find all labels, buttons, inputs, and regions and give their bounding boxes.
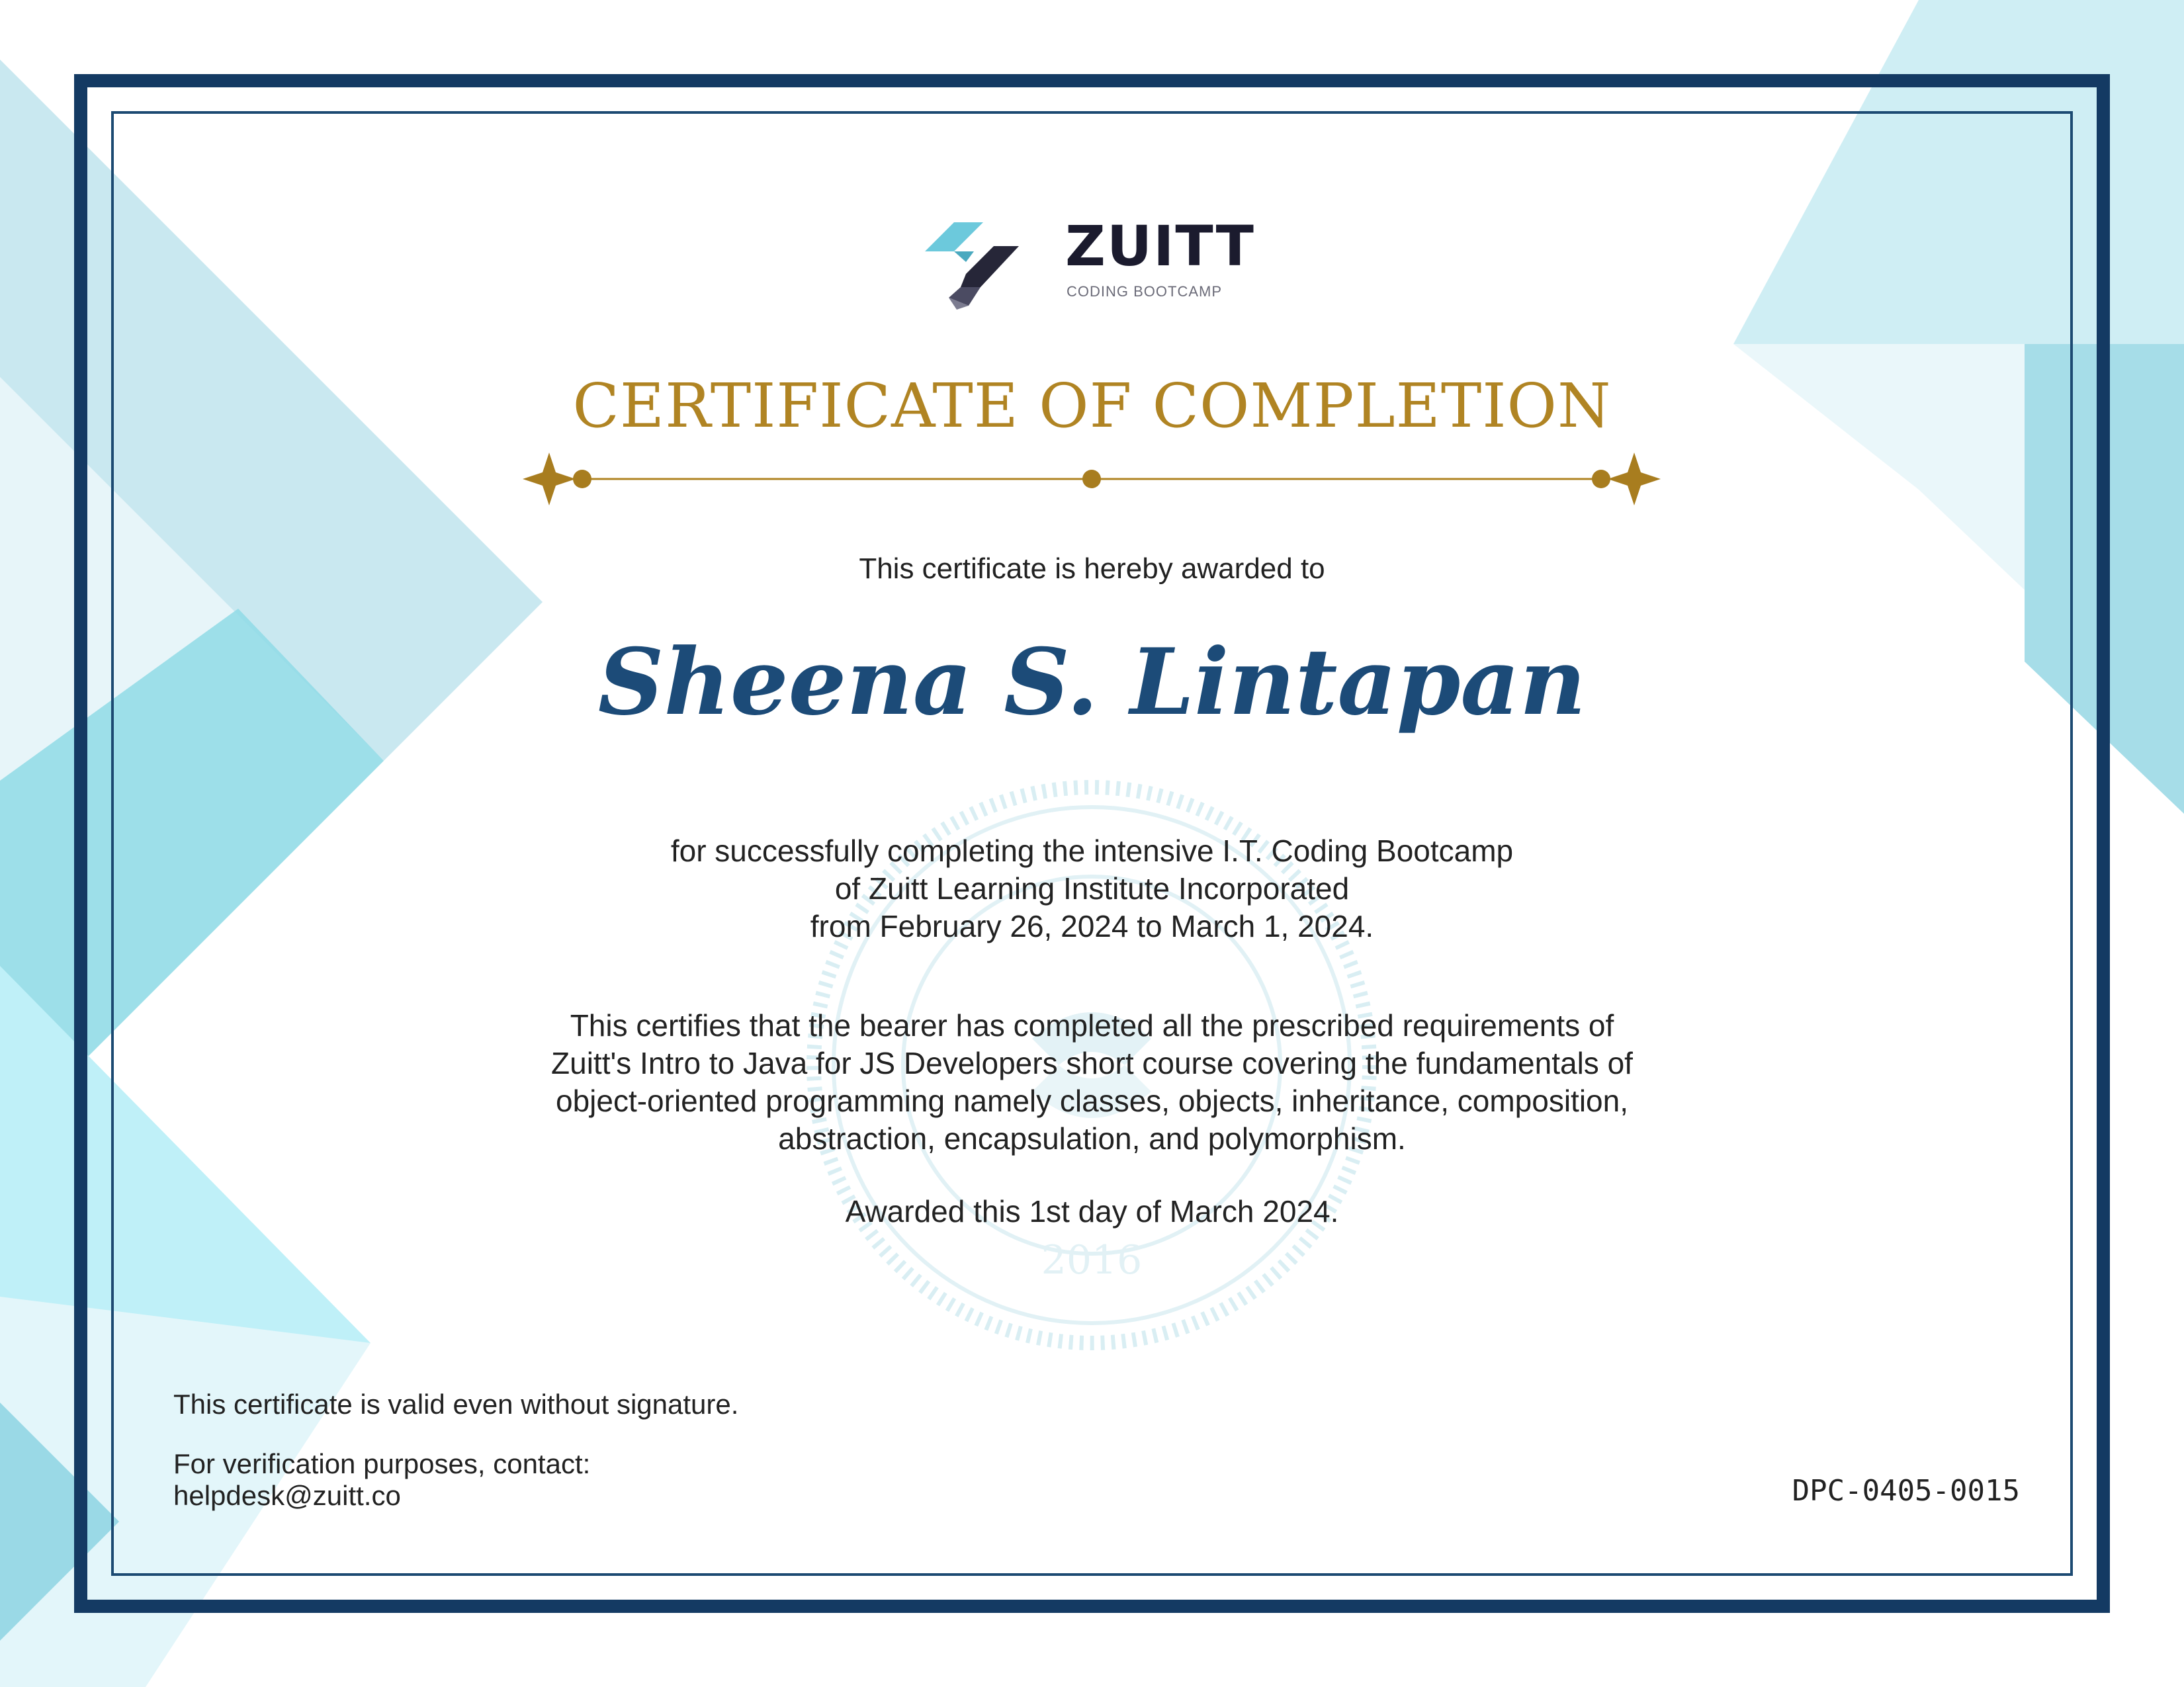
brand-name: ZUITT xyxy=(1065,214,1255,279)
helpdesk-email: helpdesk@zuitt.co xyxy=(173,1480,401,1511)
seal-year: 2016 xyxy=(1041,1237,1143,1283)
ornamental-divider xyxy=(516,445,1667,511)
completion-line: of Zuitt Learning Institute Incorporated xyxy=(834,871,1350,906)
certifies-line: object-oriented programming namely classes, objects, inheritance, composition, xyxy=(555,1084,1628,1118)
zuitt-logo xyxy=(920,213,1255,312)
completion-paragraph xyxy=(0,832,2184,945)
completion-line: for successfully completing the intensive I.T. Coding Bootcamp xyxy=(670,834,1514,868)
right-star-icon xyxy=(1608,453,1661,505)
certificate-code: DPC-0405-0015 xyxy=(1792,1474,2020,1508)
validity-note: This certificate is valid even without signature. xyxy=(173,1389,739,1420)
certifies-line: This certifies that the bearer has completed all the prescribed requirements of xyxy=(570,1008,1614,1043)
brand-tagline: CODING BOOTCAMP xyxy=(1067,283,1223,300)
left-star-icon xyxy=(523,453,576,505)
certifies-line: abstraction, encapsulation, and polymorphism. xyxy=(778,1121,1406,1156)
certifies-line: Zuitt's Intro to Java for JS Developers short course covering the fundamentals of xyxy=(551,1046,1633,1080)
recipient-name: Sheena S. Lintapan xyxy=(597,628,1587,736)
certifies-paragraph xyxy=(0,1007,2184,1158)
certificate-title: CERTIFICATE OF COMPLETION xyxy=(572,370,1612,441)
awarded-to-label: This certificate is hereby awarded to xyxy=(859,552,1325,585)
verification-label: For verification purposes, contact: xyxy=(173,1448,591,1479)
completion-line: from February 26, 2024 to March 1, 2024. xyxy=(810,909,1374,943)
award-date: Awarded this 1st day of March 2024. xyxy=(845,1194,1339,1229)
zuitt-logo-icon xyxy=(920,213,1019,312)
